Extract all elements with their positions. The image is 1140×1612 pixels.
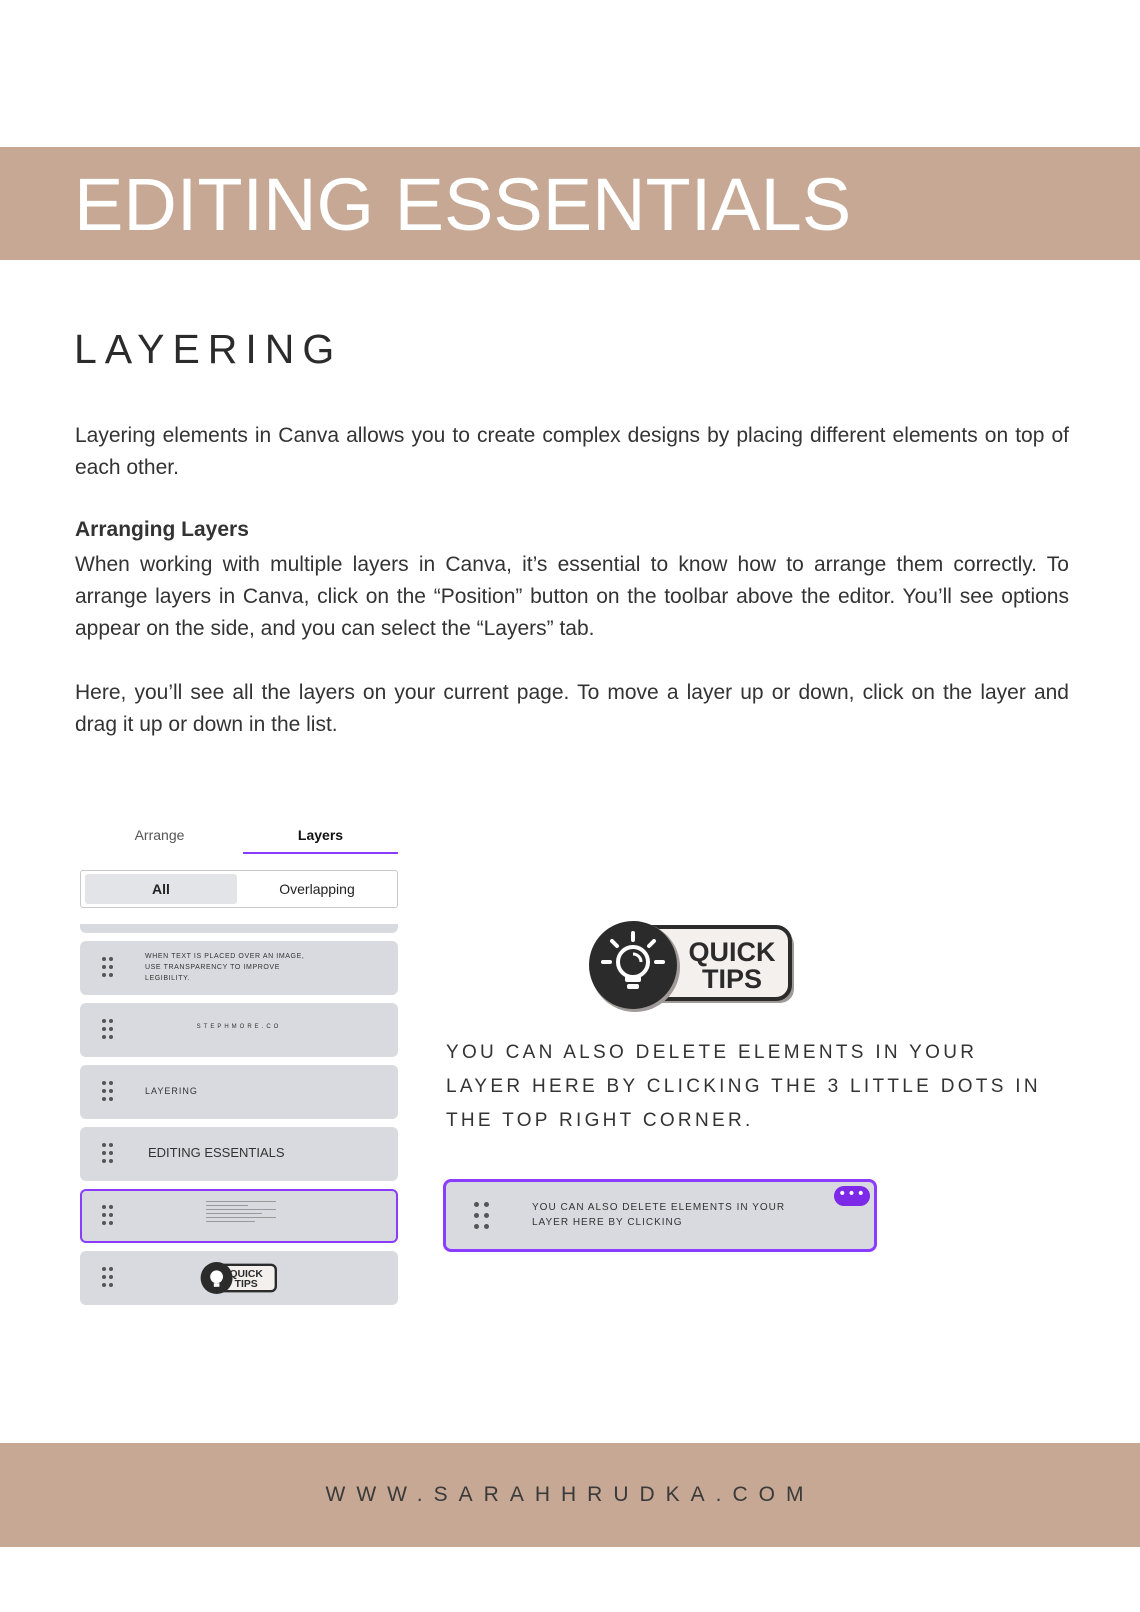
quick-tips-thumbnail (199, 1260, 279, 1296)
section-title: LAYERING (74, 326, 343, 372)
layer-label: EDITING ESSENTIALS (148, 1145, 285, 1160)
filter-all[interactable]: All (85, 874, 237, 904)
example-layer-line2: LAYER HERE BY CLICKING (532, 1217, 683, 1228)
arranging-paragraph: When working with multiple layers in Canva, it’s essential to know how to arrange them correctly. To arrange layers in Canva, click on the “Position” button on the toolbar above the editor. You’ll see options appear on the side, and you can select the “Layers” tab. (75, 553, 1069, 640)
thumb-label-line2: TIPS (234, 1279, 258, 1291)
filter-segment (80, 870, 398, 908)
example-layer-line1: YOU CAN ALSO DELETE ELEMENTS IN YOUR (532, 1202, 786, 1213)
layer-item[interactable] (80, 1065, 398, 1119)
page-title: EDITING ESSENTIALS (74, 163, 852, 246)
example-layer-selected[interactable] (443, 1179, 877, 1252)
layer-item[interactable] (80, 1251, 398, 1305)
tab-layers[interactable]: Layers (297, 827, 344, 843)
drag-handle-icon[interactable] (102, 1205, 114, 1227)
active-tab-underline (243, 852, 398, 854)
footer-banner (0, 1443, 1140, 1547)
layer-item[interactable] (80, 1003, 398, 1057)
quick-label: QUICK (688, 937, 776, 967)
thumb-label-line1: QUICK (229, 1268, 263, 1280)
layer-item-selected[interactable] (80, 1189, 398, 1243)
filter-overlapping[interactable]: Overlapping (279, 881, 355, 897)
layers-paragraph: Here, you’ll see all the layers on your current page. To move a layer up or down, click on the layer and drag it up or down in the list. (75, 681, 1069, 736)
text-block-thumbnail (206, 1201, 276, 1225)
more-options-button[interactable]: ••• (834, 1186, 870, 1206)
drag-handle-icon[interactable] (102, 1267, 114, 1289)
tips-label: TIPS (701, 964, 763, 994)
tab-arrange[interactable]: Arrange (134, 827, 185, 843)
drag-handle-icon[interactable] (102, 1019, 114, 1041)
header-banner (0, 147, 1140, 260)
drag-handle-icon[interactable] (474, 1202, 490, 1230)
drag-handle-icon[interactable] (102, 1143, 114, 1165)
arranging-heading: Arranging Layers (75, 518, 249, 541)
layer-label: STEPHMORE.CO (196, 1024, 282, 1030)
quick-tips-badge (588, 920, 798, 1014)
layer-label: WHEN TEXT IS PLACED OVER AN IMAGE, USE TRANSPARENCY TO IMPROVE LEGIBILITY. (145, 953, 305, 982)
tip-text: YOU CAN ALSO DELETE ELEMENTS IN YOUR LAYER HERE BY CLICKING THE 3 LITTLE DOTS IN THE TOP RIGHT CORNER. (446, 1042, 1041, 1131)
layer-item[interactable] (80, 941, 398, 995)
layer-item[interactable] (80, 1127, 398, 1181)
drag-handle-icon[interactable] (102, 1081, 114, 1103)
panel-tabs (80, 818, 398, 854)
intro-paragraph: Layering elements in Canva allows you to create complex designs by placing different elements on top of each other. (75, 424, 1069, 479)
layer-label: LAYERING (145, 1086, 198, 1096)
drag-handle-icon[interactable] (102, 957, 114, 979)
footer-url[interactable]: WWW.SARAHHRUDKA.COM (325, 1483, 815, 1506)
layer-partial (80, 924, 398, 933)
